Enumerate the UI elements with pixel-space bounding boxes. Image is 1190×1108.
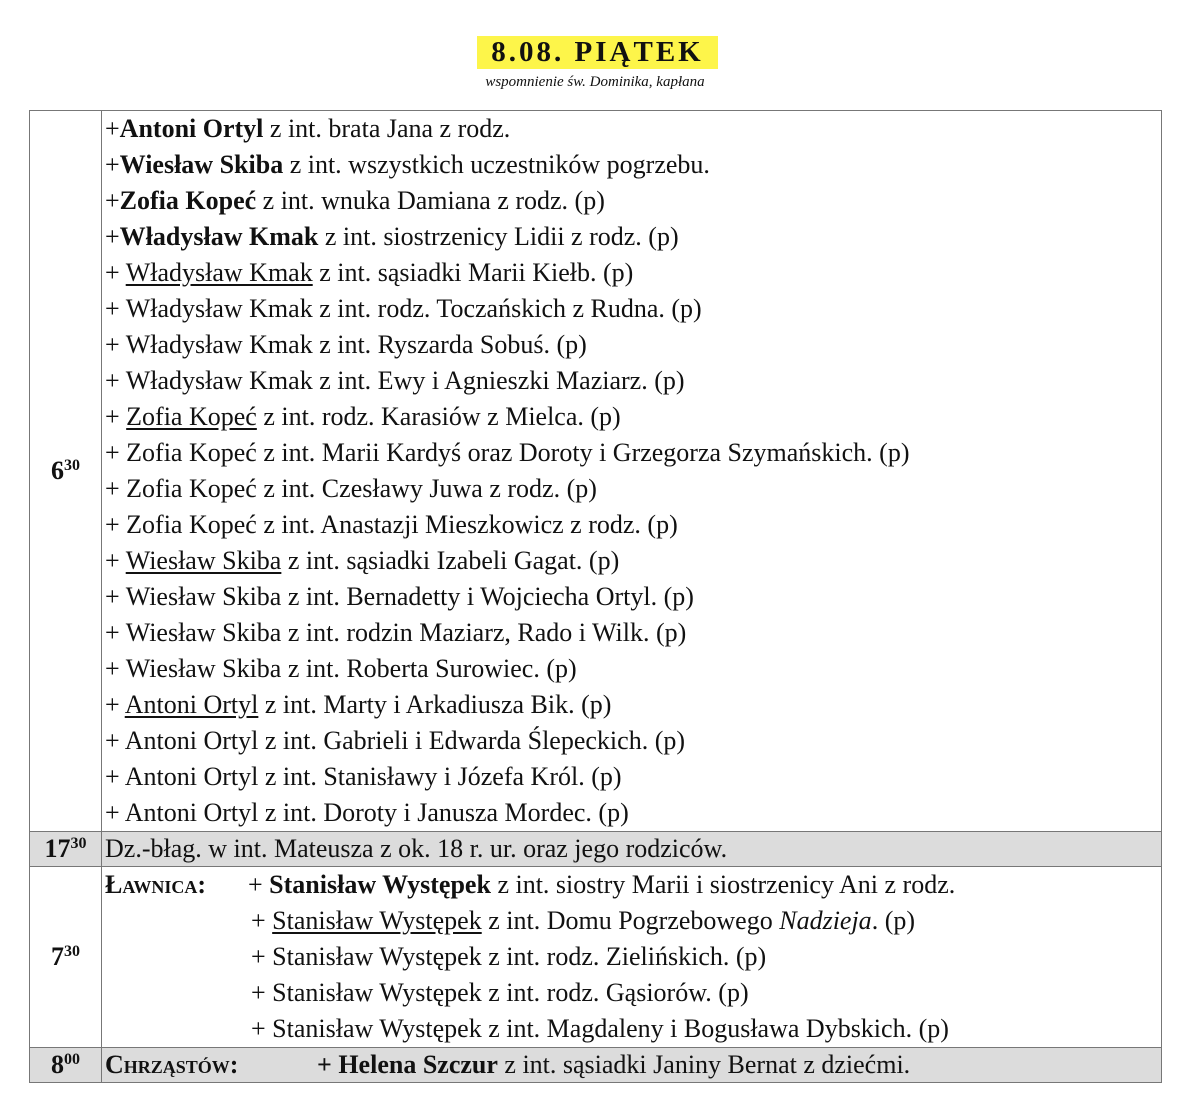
intention-line: +Wiesław Skiba z int. wszystkich uczestników pogrzebu. xyxy=(105,150,710,179)
intention-line: + Antoni Ortyl z int. Stanisławy i Józefa Król. (p) xyxy=(105,762,622,791)
intention-line: + Wiesław Skiba z int. rodzin Maziarz, Rado i Wilk. (p) xyxy=(105,618,687,647)
intention-line: Chrząstów: + Helena Szczur z int. sąsiadki Janiny Bernat z dziećmi. xyxy=(105,1048,1161,1082)
intention-line: Ławnica: + Stanisław Występek z int. siostry Marii i siostrzenicy Ani z rodz. xyxy=(105,867,1161,903)
intention-line: + Władysław Kmak z int. Ryszarda Sobuś. (p) xyxy=(105,330,587,359)
schedule-row-0630 xyxy=(30,111,1162,832)
intention-line: + Wiesław Skiba z int. Bernadetty i Wojciecha Ortyl. (p) xyxy=(105,582,694,611)
intention-line: + Antoni Ortyl z int. Doroty i Janusza Mordec. (p) xyxy=(105,798,629,827)
intention-line: + Wiesław Skiba z int. Roberta Surowiec. (p) xyxy=(105,654,577,683)
intention-line: + Władysław Kmak z int. Ewy i Agnieszki Maziarz. (p) xyxy=(105,366,685,395)
intention-line: + Wiesław Skiba z int. sąsiadki Izabeli Gagat. (p) xyxy=(105,546,620,575)
intention-line: + Stanisław Występek z int. Magdaleny i Bogusława Dybskich. (p) xyxy=(251,1014,949,1043)
intention-line: + Zofia Kopeć z int. Czesławy Juwa z rodz. (p) xyxy=(105,474,597,503)
time-cell: $17^{30}$ xyxy=(30,832,102,867)
intentions-cell xyxy=(102,1048,1162,1083)
intention-line: Dz.-błag. w int. Mateusza z ok. 18 r. ur. oraz jego rodziców. xyxy=(105,834,728,863)
intentions-cell xyxy=(102,867,1162,1048)
time-cell: $7^{30}$ xyxy=(30,867,102,1048)
intention-line: + Stanisław Występek z int. rodz. Zielińskich. (p) xyxy=(251,942,767,971)
intention-line: + Antoni Ortyl z int. Marty i Arkadiusza Bik. (p) xyxy=(105,690,612,719)
mass-schedule-table xyxy=(29,110,1162,1083)
intention-line: + Zofia Kopeć z int. Marii Kardyś oraz Doroty i Grzegorza Szymańskich. (p) xyxy=(105,438,910,467)
intention-line: +Antoni Ortyl z int. brata Jana z rodz. xyxy=(105,114,511,143)
intention-line: + Władysław Kmak z int. rodz. Toczańskich z Rudna. (p) xyxy=(105,294,702,323)
schedule-row-0800 xyxy=(30,1048,1162,1083)
page-subtitle: wspomnienie św. Dominika, kapłana xyxy=(485,74,705,90)
place-label: Chrząstów: xyxy=(105,1050,239,1079)
intention-line: + Stanisław Występek z int. Domu Pogrzebowego Nadzieja. (p) xyxy=(251,906,916,935)
schedule-row-0730 xyxy=(30,867,1162,1048)
schedule-row-1730 xyxy=(30,832,1162,867)
intention-line: +Zofia Kopeć z int. wnuka Damiana z rodz. (p) xyxy=(105,186,605,215)
time-cell: $8^{00}$ xyxy=(30,1048,102,1083)
intention-line: + Władysław Kmak z int. sąsiadki Marii Kiełb. (p) xyxy=(105,258,634,287)
intention-line: + Zofia Kopeć z int. rodz. Karasiów z Mielca. (p) xyxy=(105,402,621,431)
intention-line: + Antoni Ortyl z int. Gabrieli i Edwarda Ślepeckich. (p) xyxy=(105,726,686,755)
intention-line: + Stanisław Występek z int. rodz. Gąsiorów. (p) xyxy=(251,978,749,1007)
intention-line: +Władysław Kmak z int. siostrzenicy Lidii z rodz. (p) xyxy=(105,222,679,251)
intentions-cell xyxy=(102,832,1162,867)
page-title: 8.08. PIĄTEK xyxy=(477,36,718,69)
time-cell: $6^{30}$ xyxy=(30,111,102,832)
place-label: Ławnica: xyxy=(105,870,207,899)
intentions-cell xyxy=(102,111,1162,832)
intention-line: + Zofia Kopeć z int. Anastazji Mieszkowicz z rodz. (p) xyxy=(105,510,678,539)
